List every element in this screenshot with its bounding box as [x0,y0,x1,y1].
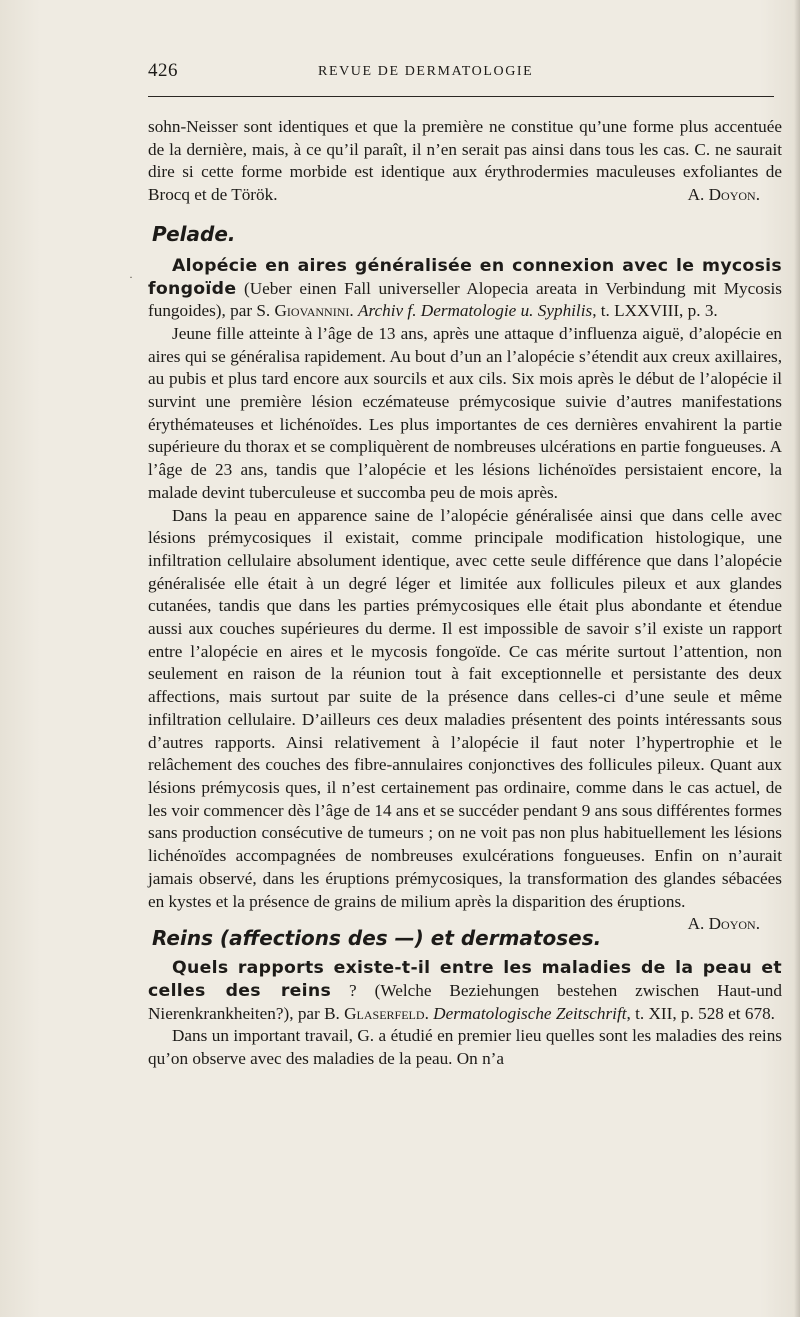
margin-dot: · [129,270,133,284]
continuation-paragraph [148,116,782,207]
article1-journal: Archiv f. Dermatologie u. Syphilis [357,301,593,321]
page-edge-shadow [794,0,800,1317]
page-header [148,58,774,88]
article1-ref-sep: . [349,301,358,321]
article1-signature: A. Doyon. [687,914,760,934]
article1-title: Alopécie en aires généralisée en connexion avec le mycosis fongoïde [148,255,782,299]
section-heading-reins: Reins (affections des —) et dermatoses. [152,926,602,951]
running-head: REVUE DE DERMATOLOGIE [318,64,534,79]
article2-author: Glaserfeld [344,1003,425,1023]
article1-paragraph-2-text: Dans la peau en apparence saine de l’alopécie généralisée ainsi que dans celle avec lésions prémycosiques il existait, comme principale modification histologique, une infiltration cellulaire absolument identique, avec cette seule différence que dans l’alopécie généralisée elle était à un degré léger et limitée aux follicules pileux et aux glandes cutanées, tandis que dans les parties prémycosiques elle était plus abondante et étendue aussi aux couches supérieures du derme. Il est impossible de savoir s’il existe un rapport entre l’alopécie en aires et le mycosis fongoïde. Ce cas mérite surtout l’attention, non seulement en raison de la réunion tout à fait exceptionnelle et persistante des deux affections, mais surtout par suite de la présence dans celles-ci d’une seule et même infiltration cellulaire. D’ailleurs ces deux maladies présentent des points intéressants sous d’autres rapports. Ainsi relativement à l’alopécie il faut noter l’hypertrophie et le relâchement des couches des fibre-annulaires conjonctives des follicules pileux. Quant aux lésions prémycosis ques, il n’est certainement pas ordinaire, comme dans le cas actuel, de les voir commencer dès l’âge de 14 ans et se succéder pendant 9 ans sous différentes formes sans production consécutive de tumeurs ; on ne voit pas non plus habituellement les lésions lichénoïdes accompagnées de nombreuses exulcérations fongueuses. Enfin on n’aurait jamais observé, dans les éruptions prémycosiques, la transformation des glandes sébacées en kystes et la présence de grains de milium après la disparition des éruptions. [148,505,782,911]
article2-title: Quels rapports existe-t-il entre les maladies de la peau et celles des reins [148,958,782,1001]
article1-paragraph-1: Jeune fille atteinte à l’âge de 13 ans, après une attaque d’influenza aiguë, d’alopécie en aires qui se généralisa rapidement. Au bout d’un an l’alopécie s’étendit aux creux axillaires, au pubis et plus tard encore aux sourcils et aux cils. Six mois après le début de l’alopécie il survint une première lésion eczémateuse prémycosique suivie d’autres manifestations érythémateuses et lichénoïdes. Les plus importantes de ces dernières envahirent la partie supérieure du thorax et se compliquèrent de nombreuses ulcérations en partie fongueuses. A l’âge de 23 ans, tandis que l’alopécie et les lésions lichénoïdes persistaient encore, la malade devint tuberculeuse et succomba peu de mois après. [148,323,782,502]
article2-journal: Dermatologische Zeitschrift [433,1003,627,1023]
header-rule [148,96,774,97]
article2-reference [148,957,782,1025]
article2-title-end: ? [331,980,357,1000]
page-number: 426 [148,60,178,81]
article1-author: Giovannini [274,301,350,321]
body-text [148,116,782,1071]
article2-ref-end: , t. XII, p. 528 et 678. [626,1003,775,1023]
article1-ref-intro: (Ueber einen Fall universeller Alopecia areata in Verbindung mit Mycosis fungoides), par S. [148,278,782,321]
continuation-signature: A. Doyon. [687,185,760,205]
article2-ref-intro: (Welche Beziehungen bestehen zwischen Haut-und Nierenkrankheiten?), par B. [148,980,782,1023]
article1-ref-end: , t. LXXVIII, p. 3. [592,301,718,321]
article1-reference [148,255,782,323]
article2-ref-sep: . [424,1003,434,1023]
continuation-text: sohn-Neisser sont identiques et que la première ne constitue qu’une forme plus accentuée de la dernière, mais, à ce qu’il paraît, il n’en serait pas ainsi dans tous les cas. C. ne saurait dire si cette forme morbide est identique aux érythrodermies maculeuses exfoliantes de Brocq et de Török. [148,117,782,205]
section-heading-pelade: Pelade. [152,221,236,246]
article2-paragraph-1: Dans un important travail, G. a étudié en premier lieu quelles sont les maladies des reins qu’on observe avec des maladies de la peau. On n’a [148,1026,782,1069]
article1-paragraph-2 [148,505,782,934]
